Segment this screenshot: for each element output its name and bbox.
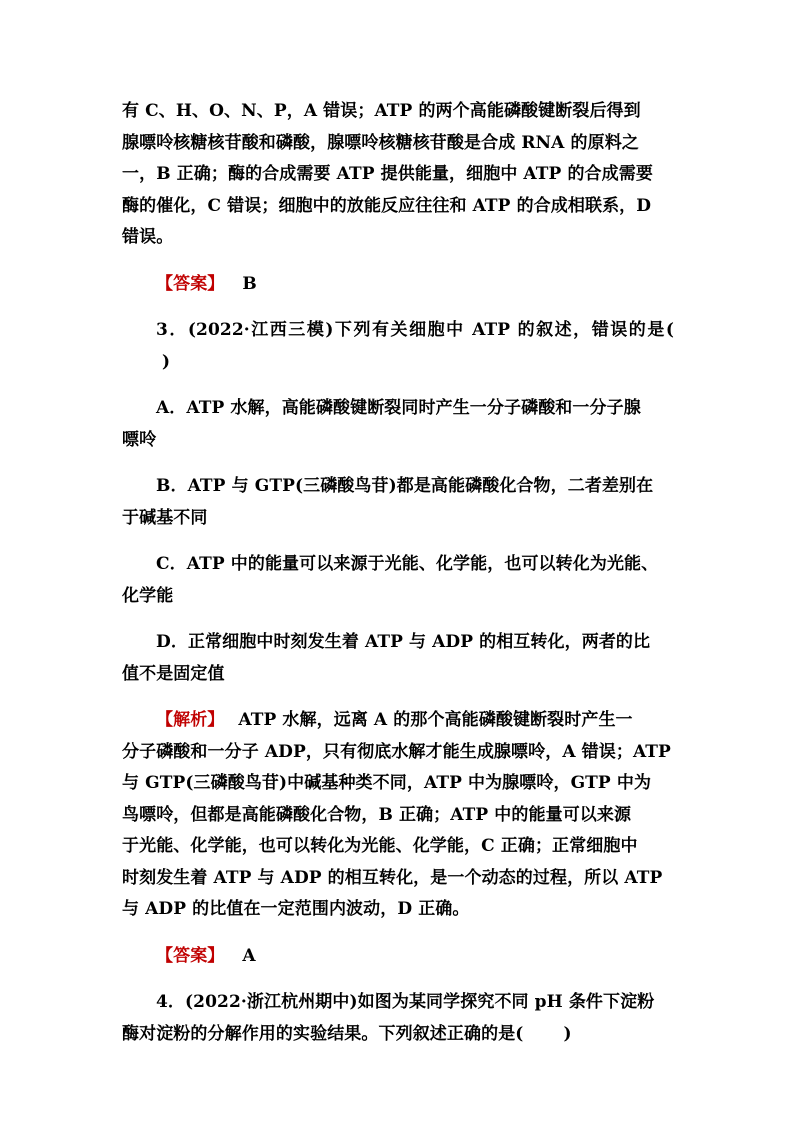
text-line: 有 C、H、O、N、P，A 错误；ATP 的两个高能磷酸键断裂后得到 bbox=[122, 101, 641, 121]
analysis-tag: 【解析】 bbox=[156, 710, 225, 730]
option-line: 化学能 bbox=[122, 585, 174, 606]
text-line: 于光能、化学能，也可以转化为光能、化学能，C 正确；正常细胞中 bbox=[122, 836, 638, 856]
question-3-stem bbox=[122, 315, 674, 378]
option-line: 嘌呤 bbox=[122, 429, 157, 450]
answer-block-1 bbox=[122, 269, 674, 301]
text-line: 4．(2022·浙江杭州期中)如图为某同学探究不同 pH 条件下淀粉 bbox=[156, 992, 655, 1012]
analysis-block bbox=[122, 705, 674, 926]
text-line: ATP 水解，远离 A 的那个高能磷酸键断裂时产生一 bbox=[238, 710, 633, 730]
option-line: B．ATP 与 GTP(三磷酸鸟苷)都是高能磷酸化合物，二者差别在 bbox=[156, 476, 654, 496]
document-page bbox=[122, 96, 674, 1050]
previous-analysis-continuation bbox=[122, 96, 674, 254]
answer-tag: 【答案】 bbox=[156, 273, 225, 294]
option-d bbox=[122, 627, 674, 690]
option-b bbox=[122, 471, 674, 534]
question-stem-text: 3．(2022·江西三模)下列有关细胞中 ATP 的叙述，错误的是( bbox=[156, 320, 674, 340]
option-line: A．ATP 水解，高能磷酸键断裂同时产生一分子磷酸和一分子腺 bbox=[156, 398, 641, 418]
answer-value: B bbox=[242, 273, 257, 294]
question-4-stem bbox=[122, 987, 674, 1050]
text-line: 鸟嘌呤，但都是高能磷酸化合物，B 正确；ATP 中的能量可以来源 bbox=[122, 804, 632, 825]
option-line: 值不是固定值 bbox=[122, 663, 225, 684]
text-line: 腺嘌呤核糖核苷酸和磷酸，腺嘌呤核糖核苷酸是合成 RNA 的原料之 bbox=[122, 132, 639, 153]
text-line: 与 GTP(三磷酸鸟苷)中碱基种类不同，ATP 中为腺嘌呤，GTP 中为 bbox=[122, 773, 652, 793]
option-line: 于碱基不同 bbox=[122, 507, 208, 528]
option-c bbox=[122, 549, 674, 612]
option-a bbox=[122, 393, 674, 456]
text-line: 错误。 bbox=[122, 227, 174, 247]
answer-block-2 bbox=[122, 941, 674, 973]
question-stem-close: ) bbox=[563, 1023, 572, 1044]
option-line: D．正常细胞中时刻发生着 ATP 与 ADP 的相互转化，两者的比 bbox=[156, 632, 651, 652]
text-line: 与 ADP 的比值在一定范围内波动，D 正确。 bbox=[122, 899, 470, 919]
text-line: 酶的催化，C 错误；细胞中的放能反应往往和 ATP 的合成相联系，D bbox=[122, 195, 652, 216]
question-stem-close: ) bbox=[162, 351, 171, 372]
option-line: C．ATP 中的能量可以来源于光能、化学能，也可以转化为光能、 bbox=[156, 554, 659, 574]
text-line: 分子磷酸和一分子 ADP，只有彻底水解才能生成腺嘌呤，A 错误；ATP bbox=[122, 741, 671, 762]
text-line: 酶对淀粉的分解作用的实验结果。下列叙述正确的是( bbox=[122, 1023, 524, 1044]
answer-value: A bbox=[242, 945, 256, 966]
answer-tag: 【答案】 bbox=[156, 945, 225, 966]
text-line: 一，B 正确；酶的合成需要 ATP 提供能量，细胞中 ATP 的合成需要 bbox=[122, 164, 653, 184]
text-line: 时刻发生着 ATP 与 ADP 的相互转化，是一个动态的过程，所以 ATP bbox=[122, 867, 663, 888]
